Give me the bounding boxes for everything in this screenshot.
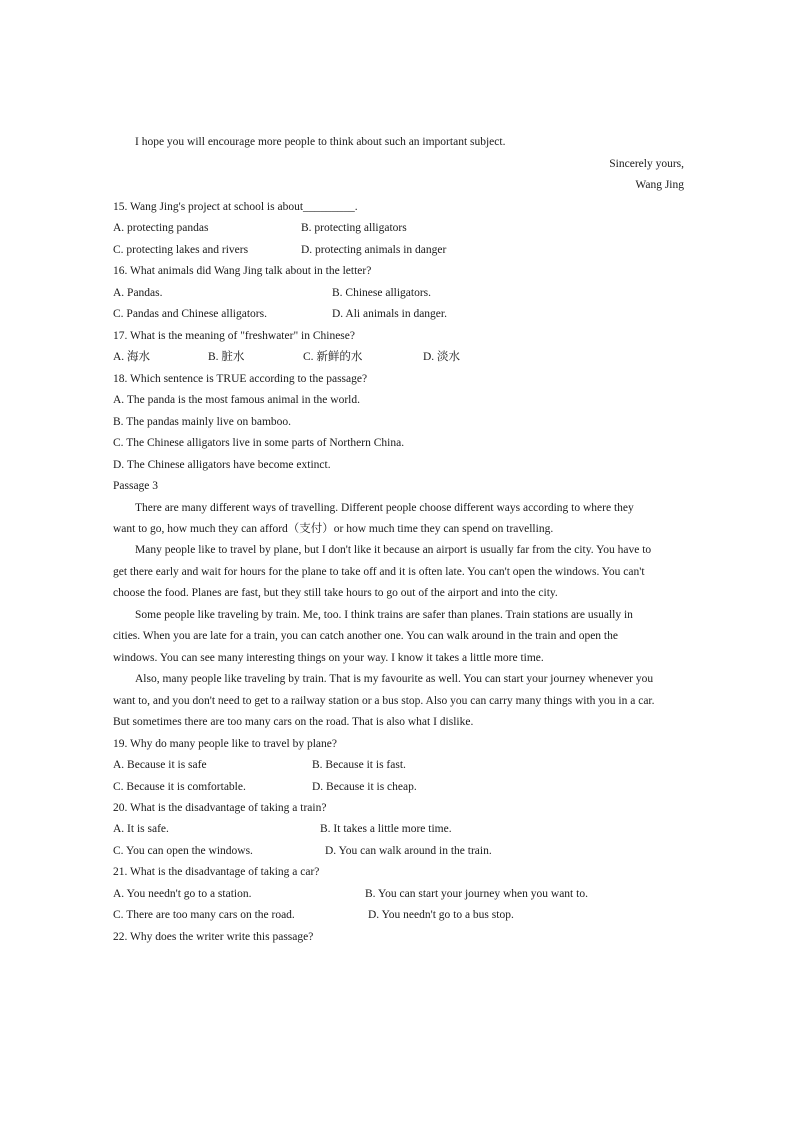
passage-heading: Passage 3 bbox=[113, 480, 159, 492]
question-stem-16: 16. What animals did Wang Jing talk about in the letter? bbox=[113, 265, 372, 277]
passage-line: want to go, how much they can afford（支付）or how much time they can spend on travelling. bbox=[113, 523, 554, 535]
question-stem-22: 22. Why does the writer write this passage? bbox=[113, 931, 314, 943]
passage-line: There are many different ways of travelling. Different people choose different ways according to where they bbox=[135, 502, 634, 514]
option-21-d: D. You needn't go to a bus stop. bbox=[368, 909, 514, 921]
option-20-d: D. You can walk around in the train. bbox=[325, 845, 492, 857]
option-19-c: C. Because it is comfortable. bbox=[113, 781, 246, 793]
passage-line: Some people like traveling by train. Me, too. I think trains are safer than planes. Train stations are usually in bbox=[135, 609, 633, 621]
option-18-d: D. The Chinese alligators have become extinct. bbox=[113, 459, 331, 471]
option-21-c: C. There are too many cars on the road. bbox=[113, 909, 295, 921]
option-16-d: D. Ali animals in danger. bbox=[332, 308, 447, 320]
option-20-a: A. It is safe. bbox=[113, 823, 169, 835]
letter-closing-sentence: I hope you will encourage more people to think about such an important subject. bbox=[135, 136, 506, 148]
option-18-b: B. The pandas mainly live on bamboo. bbox=[113, 416, 292, 428]
question-stem-18: 18. Which sentence is TRUE according to the passage? bbox=[113, 373, 368, 385]
option-21-b: B. You can start your journey when you want to. bbox=[365, 888, 588, 900]
option-19-d: D. Because it is cheap. bbox=[312, 781, 417, 793]
option-16-b: B. Chinese alligators. bbox=[332, 287, 432, 299]
option-17-a: A. 海水 bbox=[113, 351, 151, 363]
passage-line: But sometimes there are too many cars on the road. That is also what I dislike. bbox=[113, 716, 474, 728]
option-18-a: A. The panda is the most famous animal in the world. bbox=[113, 394, 360, 406]
option-15-a: A. protecting pandas bbox=[113, 222, 209, 234]
passage-line: cities. When you are late for a train, you can catch another one. You can walk around in the train and open the bbox=[113, 630, 618, 642]
passage-line: get there early and wait for hours for the plane to take off and it is often late. You can't open the windows. You can't bbox=[113, 566, 645, 578]
letter-closing: Sincerely yours, bbox=[609, 158, 684, 170]
option-17-b: B. 脏水 bbox=[208, 351, 245, 363]
passage-line: want to, and you don't need to get to a railway station or a bus stop. Also you can carry many things with you in a car. bbox=[113, 695, 655, 707]
question-stem-15: 15. Wang Jing's project at school is about_________. bbox=[113, 201, 358, 213]
option-17-d: D. 淡水 bbox=[423, 351, 461, 363]
letter-signature: Wang Jing bbox=[635, 179, 684, 191]
question-stem-17: 17. What is the meaning of "freshwater" in Chinese? bbox=[113, 330, 355, 342]
passage-line: choose the food. Planes are fast, but they still take hours to go out of the airport and into the city. bbox=[113, 587, 558, 599]
option-21-a: A. You needn't go to a station. bbox=[113, 888, 252, 900]
passage-line: Many people like to travel by plane, but I don't like it because an airport is usually far from the city. You have to bbox=[135, 544, 652, 556]
option-17-c: C. 新鲜的水 bbox=[303, 351, 363, 363]
passage-line: Also, many people like traveling by train. That is my favourite as well. You can start your journey whenever you bbox=[135, 673, 654, 685]
option-15-b: B. protecting alligators bbox=[301, 222, 407, 234]
question-stem-20: 20. What is the disadvantage of taking a train? bbox=[113, 802, 327, 814]
question-stem-19: 19. Why do many people like to travel by plane? bbox=[113, 738, 337, 750]
option-18-c: C. The Chinese alligators live in some parts of Northern China. bbox=[113, 437, 405, 449]
option-15-c: C. protecting lakes and rivers bbox=[113, 244, 249, 256]
option-19-a: A. Because it is safe bbox=[113, 759, 207, 771]
option-16-a: A. Pandas. bbox=[113, 287, 163, 299]
question-stem-21: 21. What is the disadvantage of taking a car? bbox=[113, 866, 320, 878]
option-16-c: C. Pandas and Chinese alligators. bbox=[113, 308, 267, 320]
passage-line: windows. You can see many interesting things on your way. I know it takes a little more time. bbox=[113, 652, 544, 664]
option-20-b: B. It takes a little more time. bbox=[320, 823, 452, 835]
option-20-c: C. You can open the windows. bbox=[113, 845, 253, 857]
option-15-d: D. protecting animals in danger bbox=[301, 244, 447, 256]
option-19-b: B. Because it is fast. bbox=[312, 759, 406, 771]
